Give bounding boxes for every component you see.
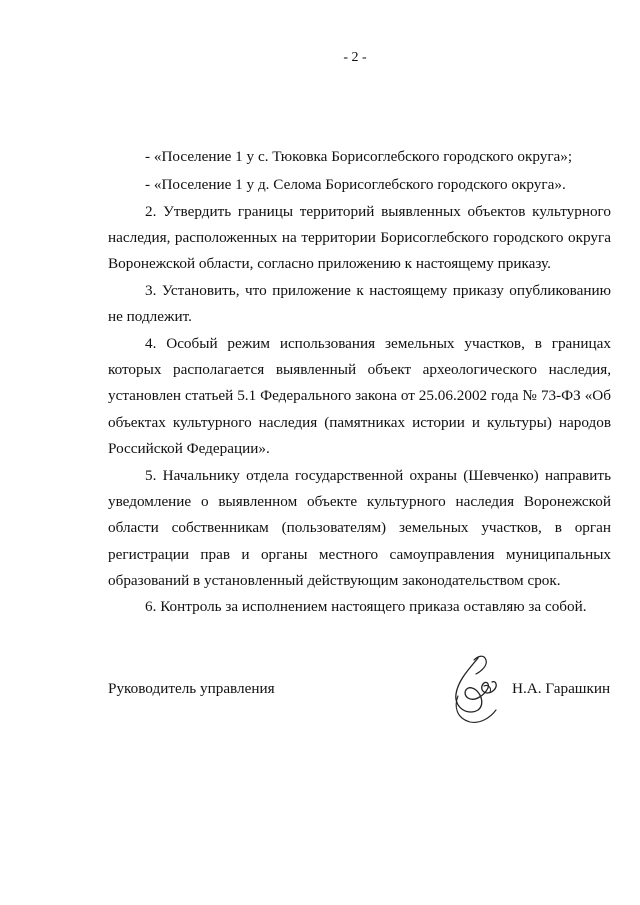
paragraph-4-line-3: установлен статьей 5.1 Федерального закона от 25.06.2002 года № 73-ФЗ «Об (108, 387, 611, 404)
paragraph-3-line-2: не подлежит. (108, 308, 192, 325)
signatory-name: Н.А. Гарашкин (512, 680, 611, 697)
paragraph-2-line-1: 2. Утвердить границы территорий выявленных объектов культурного (145, 203, 611, 220)
paragraph-2-line-3: Воронежской области, согласно приложению к настоящему приказу. (108, 255, 551, 272)
signature-block (0, 650, 640, 730)
paragraph-4-line-4: объектах культурного наследия (памятниках истории и культуры) народов (108, 414, 611, 431)
list-item-settlement-tyukovka: - «Поселение 1 у с. Тюковка Борисоглебского городского округа»; (145, 148, 573, 165)
paragraph-5-line-5: образований в установленный действующим законодательством срок. (108, 572, 561, 589)
handwritten-signature (440, 650, 510, 730)
paragraph-4-line-5: Российской Федерации». (108, 440, 270, 457)
paragraph-4-line-1: 4. Особый режим использования земельных участков, в границах (145, 335, 611, 352)
paragraph-5-line-3: области собственникам (пользователям) земельных участков, в орган (108, 519, 611, 536)
paragraph-5-line-1: 5. Начальнику отдела государственной охраны (Шевченко) направить (145, 467, 611, 484)
paragraph-6: 6. Контроль за исполнением настоящего приказа оставляю за собой. (145, 598, 587, 615)
paragraph-2-line-2: наследия, расположенных на территории Борисоглебского городского округа (108, 229, 611, 246)
signatory-title: Руководитель управления (108, 680, 275, 697)
paragraph-4-line-2: которых располагается выявленный объект археологического наследия, (108, 361, 611, 378)
page-number: - 2 - (343, 50, 367, 65)
paragraph-5-line-4: регистрации прав и органы местного самоуправления муниципальных (108, 546, 611, 563)
paragraph-3-line-1: 3. Установить, что приложение к настоящему приказу опубликованию (145, 282, 611, 299)
list-item-settlement-seloma: - «Поселение 1 у д. Селома Борисоглебского городского округа». (145, 176, 566, 193)
paragraph-5-line-2: уведомление о выявленном объекте культурного наследия Воронежской (108, 493, 611, 510)
